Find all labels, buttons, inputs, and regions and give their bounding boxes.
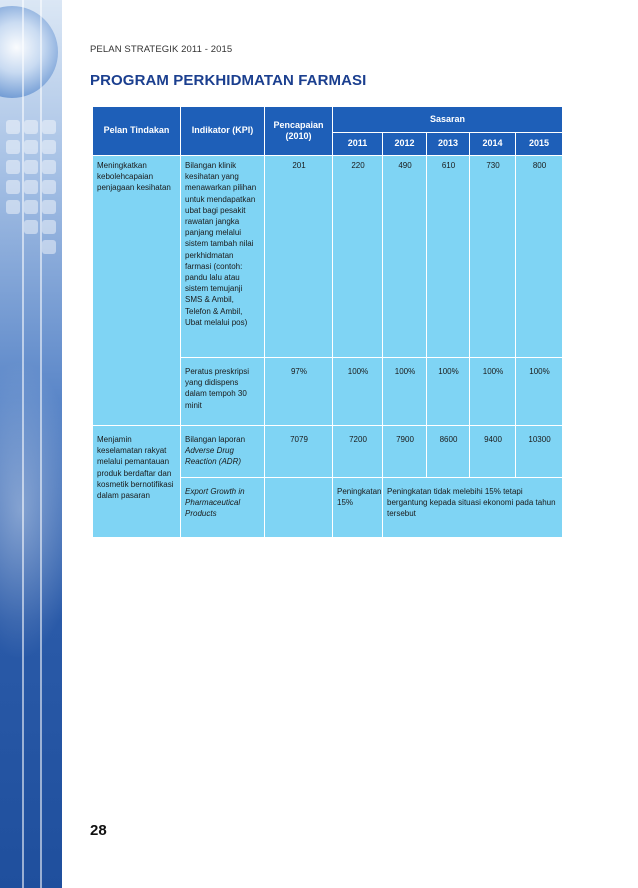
decorative-square — [42, 180, 56, 194]
target-cell-2011: Peningkatan 15% — [333, 478, 383, 538]
decorative-square — [42, 200, 56, 214]
decorative-stripe — [22, 0, 24, 888]
target-cell: 8600 — [427, 426, 470, 478]
pencapaian-cell: 201 — [265, 156, 333, 358]
indikator-italic-text: Adverse Drug Reaction (ADR) — [185, 446, 242, 467]
kpi-table — [92, 106, 563, 538]
indikator-cell: Bilangan klinik kesihatan yang menawarkan pilihan untuk mendapatkan ubat bagi pesakit rawatan jangka panjang melalui sistem tambah nilai perkhidmatan farmasi (contoh: pandu lalu atau sistem temujanji SMS & Ambil, Telefon & Ambil, Ubat melalui pos) — [181, 156, 265, 358]
header-indikator: Indikator (KPI) — [181, 107, 265, 156]
target-cell: 9400 — [470, 426, 516, 478]
target-cell: 800 — [516, 156, 563, 358]
indikator-cell — [181, 426, 265, 478]
decorative-square — [6, 120, 20, 134]
target-cell: 730 — [470, 156, 516, 358]
indikator-text: Bilangan laporan — [185, 435, 246, 444]
target-cell: 490 — [383, 156, 427, 358]
header-year: 2015 — [516, 133, 563, 156]
decorative-stripe — [40, 0, 42, 888]
pencapaian-cell — [265, 478, 333, 538]
target-cell: 100% — [470, 358, 516, 426]
decorative-square — [24, 220, 38, 234]
page-title: PROGRAM PERKHIDMATAN FARMASI — [90, 72, 367, 89]
decorative-square — [42, 140, 56, 154]
header-year: 2014 — [470, 133, 516, 156]
decorative-square — [6, 180, 20, 194]
decorative-square — [24, 200, 38, 214]
header-pelan-tindakan: Pelan Tindakan — [93, 107, 181, 156]
target-cell: 7900 — [383, 426, 427, 478]
decorative-square — [42, 160, 56, 174]
decorative-square — [24, 140, 38, 154]
indikator-cell: Export Growth in Pharmaceutical Products — [181, 478, 265, 538]
target-cell: 100% — [333, 358, 383, 426]
target-cell: 7200 — [333, 426, 383, 478]
pelan-tindakan-cell: Meningkatkan kebolehcapaian penjagaan kesihatan — [93, 156, 181, 426]
decorative-square — [42, 240, 56, 254]
decorative-square — [42, 220, 56, 234]
decorative-square — [24, 120, 38, 134]
decorative-circle — [0, 6, 58, 98]
decorative-square — [42, 120, 56, 134]
target-cell: 220 — [333, 156, 383, 358]
decorative-square — [6, 160, 20, 174]
decorative-square — [6, 200, 20, 214]
running-head: PELAN STRATEGIK 2011 - 2015 — [90, 44, 233, 55]
decorative-square — [6, 140, 20, 154]
header-year: 2013 — [427, 133, 470, 156]
header-year: 2012 — [383, 133, 427, 156]
target-cell: 610 — [427, 156, 470, 358]
pelan-tindakan-cell: Menjamin keselamatan rakyat melalui pemantauan produk berdaftar dan kosmetik bernotifikasi dalam pasaran — [93, 426, 181, 538]
decorative-square — [24, 160, 38, 174]
indikator-cell: Peratus preskripsi yang didispens dalam tempoh 30 minit — [181, 358, 265, 426]
decorative-side-band — [0, 0, 62, 888]
table-row — [93, 156, 563, 358]
header-pencapaian: Pencapaian (2010) — [265, 107, 333, 156]
target-cell: 100% — [383, 358, 427, 426]
decorative-square — [24, 180, 38, 194]
target-cell: 100% — [516, 358, 563, 426]
decorative-glow — [0, 360, 62, 660]
header-year: 2011 — [333, 133, 383, 156]
header-sasaran: Sasaran — [333, 107, 563, 133]
pencapaian-cell: 7079 — [265, 426, 333, 478]
page-number: 28 — [90, 822, 107, 839]
target-cell-merged: Peningkatan tidak melebihi 15% tetapi bergantung kepada situasi ekonomi pada tahun tersebut — [383, 478, 563, 538]
target-cell: 10300 — [516, 426, 563, 478]
table-row — [93, 426, 563, 478]
pencapaian-cell: 97% — [265, 358, 333, 426]
target-cell: 100% — [427, 358, 470, 426]
